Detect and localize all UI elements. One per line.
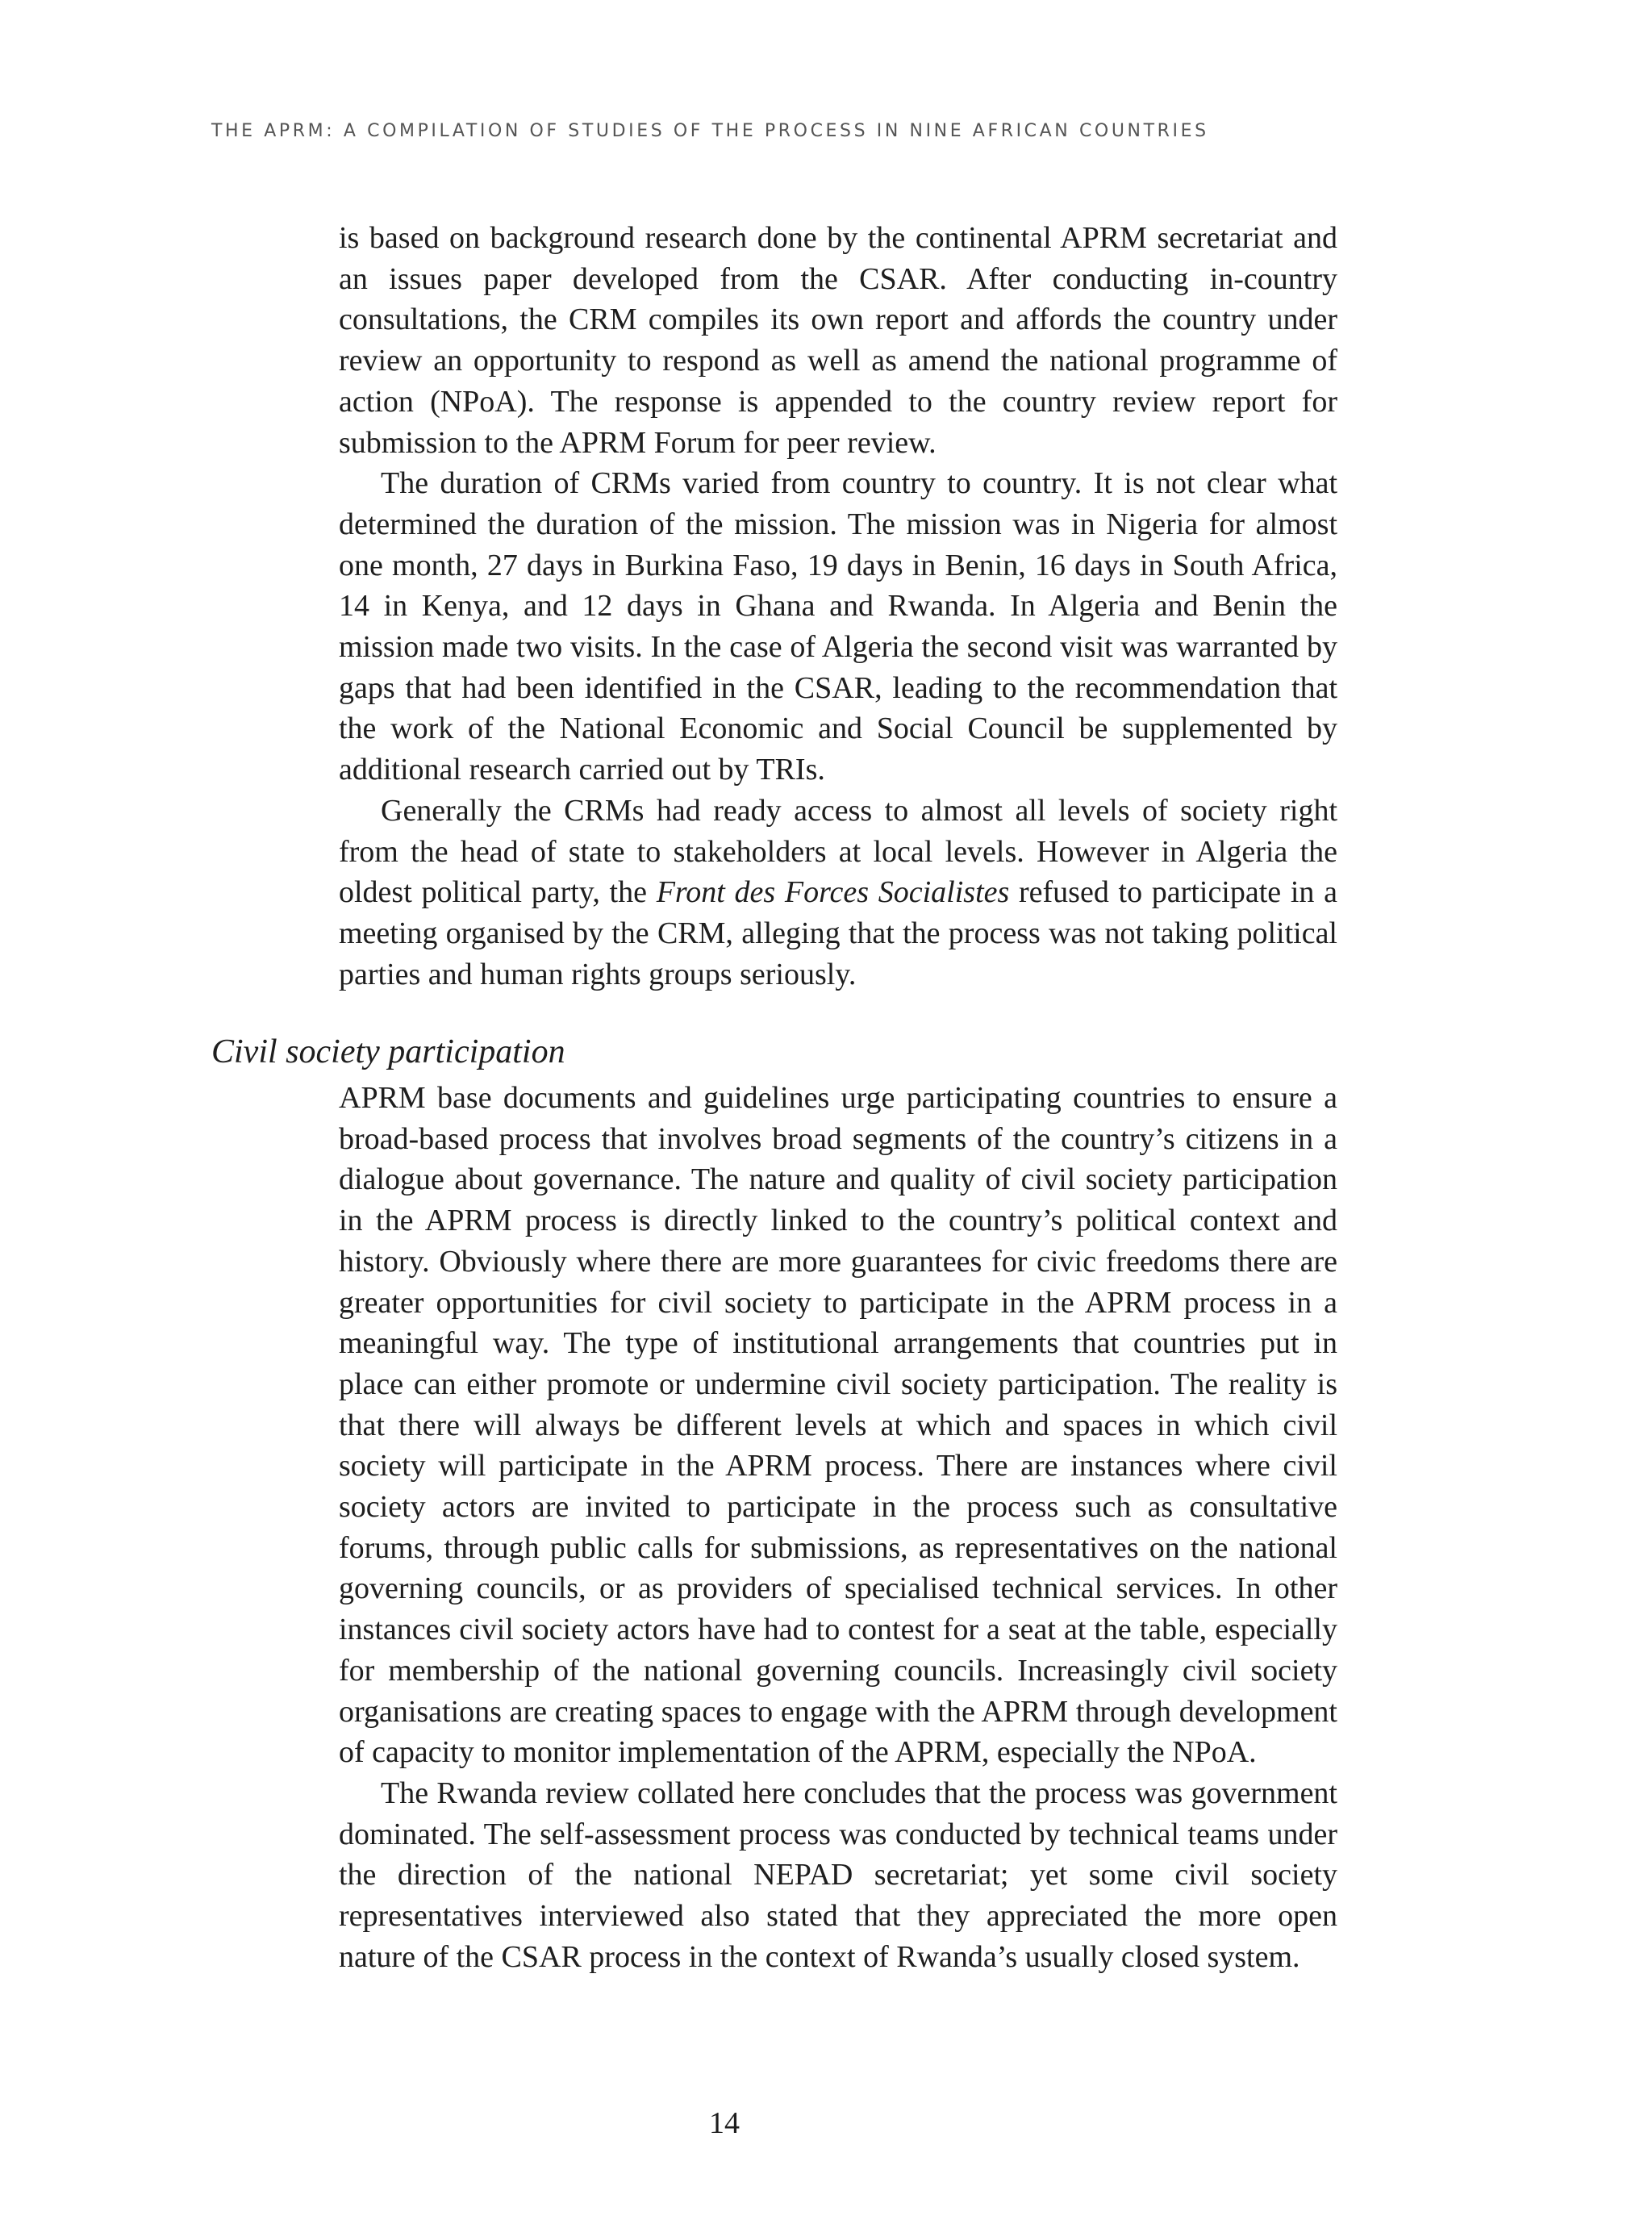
paragraph-5: The Rwanda review collated here concludes that the process was government dominated. The self-assessment process was conducted by technical teams under the direction of the national NEPAD secretariat; yet some civil society representatives interviewed also stated that they appreciated the more open nature of the CSAR process in the context of Rwanda’s usually closed system. [339,1776,1337,1974]
paragraph-4: APRM base documents and guidelines urge participating countries to ensure a broad-based process that involves broad segments of the country’s citizens in a dialogue about governance. The nature and quality of civil society participation in the APRM process is directly linked to the country’s political context and history. Obviously where there are more guarantees for civic freedoms there are greater opportunities for civil society to participate in the APRM process in a meaningful way. The type of institutional arrangements that countries put in place can either promote or undermine civil society participation. The reality is that there will always be different levels at which and spaces in which civil society will participate in the APRM process. There are instances where civil society actors are invited to participate in the process such as consultative forums, through public calls for submissions, as representatives on the national governing councils, or as providers of specialised technical services. In other instances civil society actors have had to contest for a seat at the table, especially for membership of the national governing councils. Increasingly civil society organisations are creating spaces to engage with the APRM through development of capacity to monitor implementation of the APRM, especially the NPoA. [339,1081,1337,1770]
party-name: Front des Forces Socialistes [656,875,1010,910]
body-text-section-1 [339,218,1337,995]
paragraph-2: The duration of CRMs varied from country to country. It is not clear what determined the duration of the mission. The mission was in Nigeria for almost one month, 27 days in Burkina Faso, 19 days in Benin, 16 days in South Africa, 14 in Kenya, and 12 days in Ghana and Rwanda. In Algeria and Benin the mission made two visits. In the case of Algeria the second visit was warranted by gaps that had been identified in the CSAR, leading to the recommendation that the work of the National Economic and Social Council be supplemented by additional research carried out by TRIs. [339,466,1337,787]
paragraph-3 [339,791,1337,995]
page-number: 14 [709,2106,740,2140]
paragraph-3-text-before: Generally the CRMs had ready access to almost all levels of society right from the head of state to stakeholders at local levels. However in Algeria the oldest political party, the [339,793,1337,910]
section-heading: Civil society participation [211,1033,565,1070]
paragraph-3-text-after: refused to participate in a meeting organised by the CRM, alleging that the process was not taking political parties and human rights groups seriously. [339,875,1338,991]
paragraph-1: is based on background research done by the continental APRM secretariat and an issues paper developed from the CSAR. After conducting in-country consultations, the CRM compiles its own report and affords the country under review an opportunity to respond as well as amend the national programme of action (NPoA). The response is appended to the country review report for submission to the APRM Forum for peer review. [339,221,1337,460]
body-text-section-2 [339,1078,1337,1977]
running-head: THE APRM: A COMPILATION OF STUDIES OF THE PROCESS IN NINE AFRICAN COUNTRIES [211,121,1209,141]
